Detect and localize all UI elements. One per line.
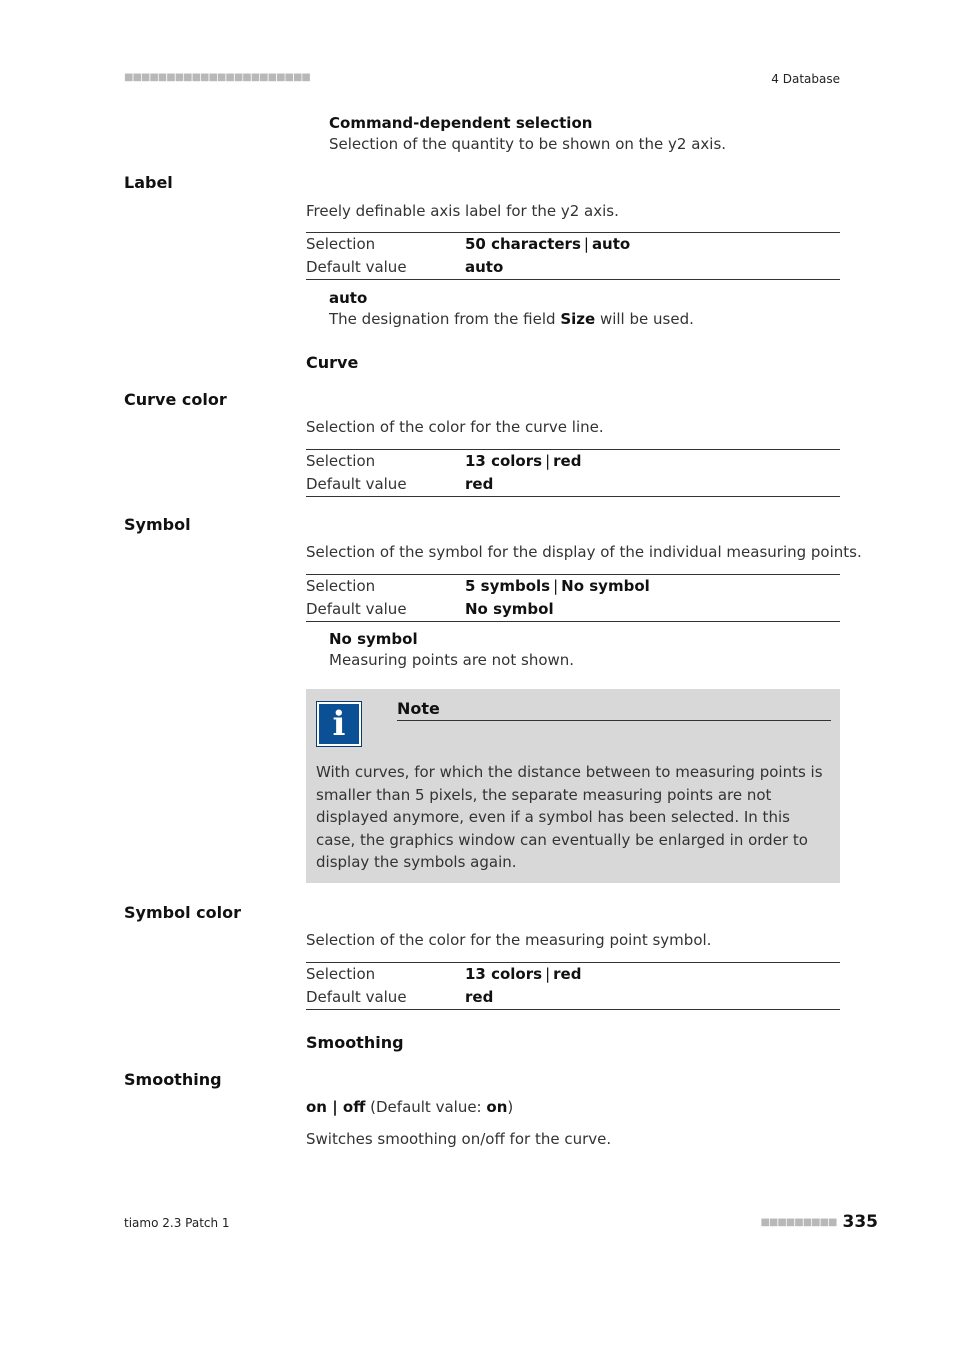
default-value: red [465,475,494,493]
label-property-table [306,232,840,280]
symbol-heading: Symbol [124,515,191,534]
selection-key: Selection [306,965,376,983]
selection-key: Selection [306,452,376,470]
symbol-color-property-table [306,962,840,1010]
label-auto-entry: auto The designation from the field Size will be used. [329,289,694,328]
no-symbol-entry [329,630,574,669]
curve-color-desc: Selection of the color for the curve line. [306,418,604,436]
label-auto-title: auto [329,289,368,307]
selection-value: 50 characters | auto [465,235,631,253]
default-key: Default value [306,988,407,1006]
symbol-color-desc: Selection of the color for the measuring point symbol. [306,931,712,949]
smoothing-options: on | off (Default value: on) [306,1098,514,1116]
selection-key: Selection [306,235,376,253]
selection-value: 5 symbols | No symbol [465,577,650,595]
header-section-title: 4 Database [771,72,840,86]
label-desc: Freely definable axis label for the y2 axis. [306,202,619,220]
selection-value: 13 colors | red [465,965,582,983]
note-box [306,689,840,883]
default-value: auto [465,258,504,276]
no-symbol-title: No symbol [329,630,418,648]
symbol-color-heading: Symbol color [124,903,241,922]
symbol-desc: Selection of the symbol for the display of the individual measuring points. [306,543,862,561]
curve-section-heading: Curve [306,353,359,372]
symbol-property-table [306,574,840,622]
selection-key: Selection [306,577,376,595]
footer-decoration: ■■■■■■■■■ [760,1216,837,1228]
footer-product: tiamo 2.3 Patch 1 [124,1216,230,1230]
smoothing-desc: Switches smoothing on/off for the curve. [306,1130,612,1148]
header-decoration: ■■■■■■■■■■■■■■■■■■■■■■ [124,72,310,83]
default-value: No symbol [465,600,554,618]
default-value: red [465,988,494,1006]
y2-quantity-title: Command-dependent selection [329,114,593,132]
info-icon: i [316,701,362,747]
page-number: 335 [842,1212,878,1232]
smoothing-section-heading: Smoothing [306,1033,404,1052]
curve-color-property-table [306,449,840,497]
smoothing-heading: Smoothing [124,1070,222,1089]
note-title: Note [397,699,831,721]
selection-value: 13 colors | red [465,452,582,470]
curve-color-heading: Curve color [124,390,227,409]
no-symbol-desc: Measuring points are not shown. [329,651,575,669]
y2-quantity-desc: Selection of the quantity to be shown on the y2 axis. [329,135,727,153]
y2-quantity-entry [329,114,726,153]
default-key: Default value [306,600,407,618]
default-key: Default value [306,475,407,493]
footer-page [760,1212,878,1232]
note-body: With curves, for which the distance between to measuring points is smaller than 5 pixels, the separate measuring points are not displayed anymore, even if a symbol has been selected. In this case, the graphics window can eventually be enlarged in order to display the symbols again. [316,763,823,872]
label-heading: Label [124,173,173,192]
default-key: Default value [306,258,407,276]
